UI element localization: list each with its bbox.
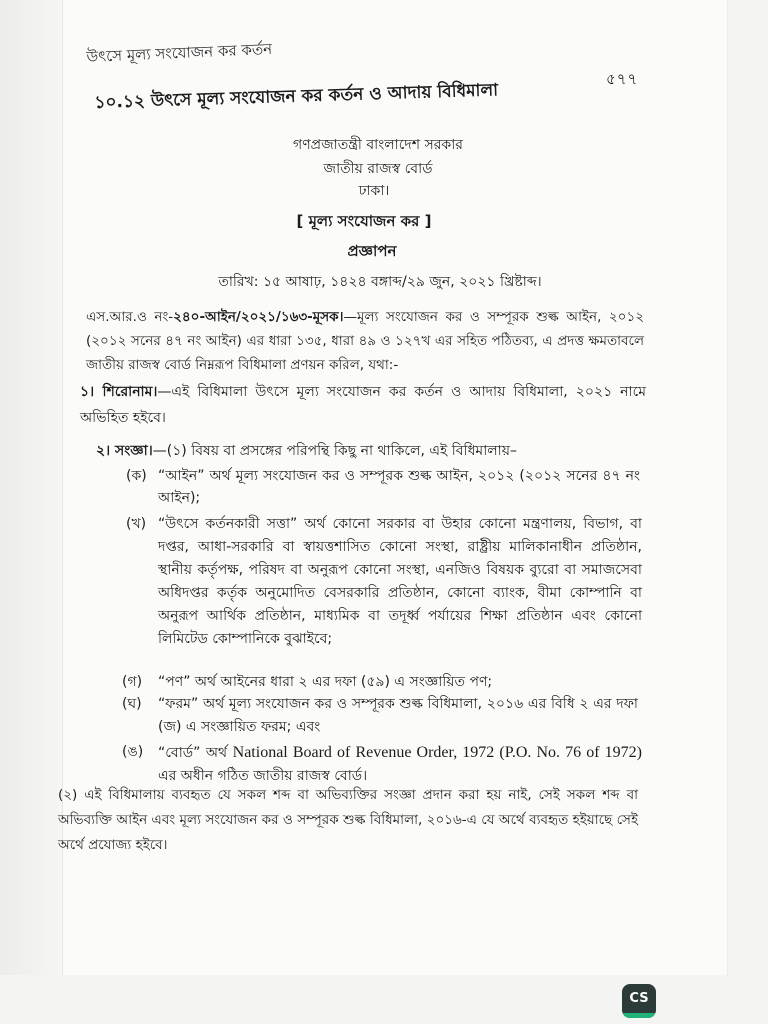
section-2-subsection-2: (২) এই বিধিমালায় ব্যবহৃত যে সকল শব্দ বা অভিব্যক্তির সংজ্ঞা প্রদান করা হয় নাই, সেই সকল শব্দ বা অভিব্যক্তি আইন এবং মূল্য সংযোজন কর ও সম্পূরক শুল্ক বিধিমালা, ২০১৬-এ যে অর্থে ব্যবহৃত হইয়াছে সেই অর্থে প্রযোজ্য হইবে। [58,787,638,853]
section-1 [80,379,646,431]
date-line: তারিখ: ১৫ আষাঢ়, ১৪২৪ বঙ্গাব্দ/২৯ জুন, ২০২১ খ্রিষ্টাব্দ। [218,274,542,290]
section-2-intro [96,439,636,463]
clause-marker: (ক) [126,468,147,484]
notice-title: প্রজ্ঞাপন [347,242,397,260]
issuer-city: ঢাকা। [358,183,390,199]
clause-text-pre: “বোর্ড” অর্থ [158,745,233,761]
clause-text: “পণ” অর্থ আইনের ধারা ২ এর দফা (৫৯) এ সংজ্ঞায়িত পণ; [158,674,493,690]
clause-text [158,741,642,788]
clause-text: “আইন” অর্থ মূল্য সংযোজন কর ও সম্পূরক শুল্ক আইন, ২০১২ (২০১২ সনের ৪৭ নং আইন); [158,468,640,506]
section-1-text: —এই বিধিমালা উৎসে মূল্য সংযোজন কর কর্তন ও আদায় বিধিমালা, ২০২১ নামে অভিহিত হইবে। [80,384,646,426]
clause-marker: (ঘ) [122,696,142,712]
page-number: ৫৭৭ [606,70,639,88]
issuer-board: জাতীয় রাজস্ব বোর্ড [323,161,433,177]
order-citation: National Board of Revenue Order, 1972 (P.O. No. 76 of 1972) [232,744,643,761]
issuer-government: গণপ্রজাতন্ত্রী বাংলাদেশ সরকার [293,137,463,153]
running-head: উৎসে মূল্য সংযোজন কর কর্তন [86,39,273,66]
clause-marker: (ঙ) [122,744,144,760]
chapter-title: ১০.১২ উৎসে মূল্য সংযোজন কর কর্তন ও আদায় বিধিমালা [94,80,499,113]
clause-text-post: এর অধীন গঠিত জাতীয় রাজস্ব বোর্ড। [158,768,368,784]
section-1-heading: ১। শিরোনাম। [80,384,158,400]
sro-paragraph [86,305,644,377]
vat-tag: [ মূল্য সংযোজন কর ] [296,212,432,230]
section-2-intro-text: —(১) বিষয় বা প্রসঙ্গের পরিপন্থি কিছু না থাকিলে, এই বিধিমালায়– [152,443,517,459]
camscanner-logo-badge: CS [622,984,656,1018]
sro-prefix: এস.আর.ও নং- [86,309,174,325]
clause-text: “ফরম” অর্থ মূল্য সংযোজন কর ও সম্পূরক শুল্ক বিধিমালা, ২০১৬ এর বিধি ২ এর দফা (জ) এ সংজ্ঞায়িত ফরম; এবং [158,696,638,735]
clause-marker: (গ) [122,674,143,690]
sro-number: ২৪০-আইন/২০২১/১৬৩-মূসক। [173,309,344,325]
clause-marker: (খ) [126,516,147,532]
section-2-heading: ২। সংজ্ঞা। [96,443,153,459]
clause-text: “উৎসে কর্তনকারী সত্তা” অর্থ কোনো সরকার বা উহার কোনো মন্ত্রণালয়, বিভাগ, বা দপ্তর, আধা-সরকারি বা স্বায়ত্তশাসিত কোনো সংস্থা, রাষ্ট্রীয় মালিকানাধীন প্রতিষ্ঠান, স্থানীয় কর্তৃপক্ষ, পরিষদ বা অনুরূপ কোনো সংস্থা, এনজিও বিষয়ক ব্যুরো বা সমাজসেবা অধিদপ্তর কর্তৃক অনুমোদিত বেসরকারি প্রতিষ্ঠান, কোনো ব্যাংক, বীমা কোম্পানি বা অনুরূপ আর্থিক প্রতিষ্ঠান, মাধ্যমিক বা তদূর্ধ্ব পর্যায়ের শিক্ষা প্রতিষ্ঠান এবং কোনো লিমিটেড কোম্পানিকে বুঝাইবে; [158,516,642,647]
sro-text: —মূল্য সংযোজন কর ও সম্পূরক শুল্ক আইন, ২০১২ (২০১২ সনের ৪৭ নং আইন) এর ধারা ১৩৫, ধারা ৪৯ ও ১২৭খ এর সহিত পঠিতব্য, এ প্রদত্ত ক্ষমতাবলে জাতীয় রাজস্ব বোর্ড নিম্নরূপ বিধিমালা প্রণয়ন করিল, যথা:- [86,309,644,373]
